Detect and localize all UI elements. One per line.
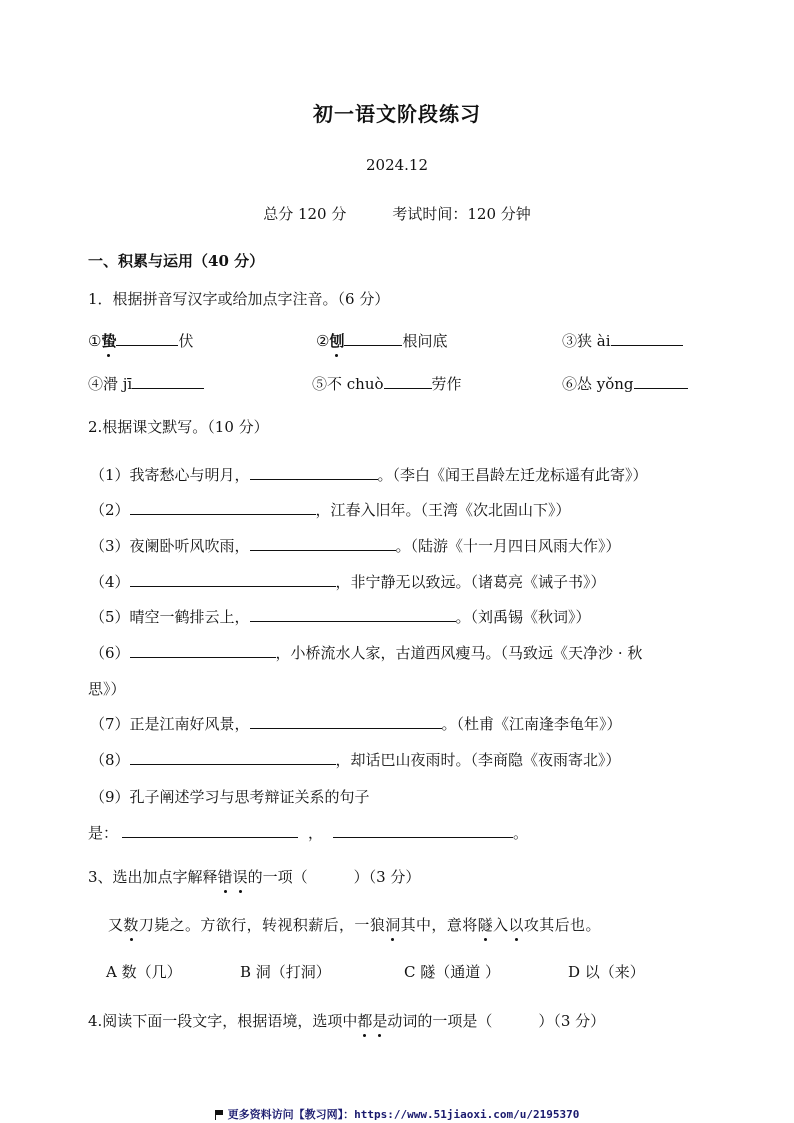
answer-blank[interactable] xyxy=(250,620,456,622)
q1-item-2: ②刨 根问底 xyxy=(316,332,448,350)
q1-item-1: ①蛰 伏 xyxy=(88,332,194,350)
q2-line-7: （7）正是江南好风景， 。（杜甫《江南逢李龟年》） xyxy=(90,715,622,733)
q1-item-4: ④滑 jī xyxy=(88,373,204,394)
answer-blank[interactable] xyxy=(250,478,378,480)
answer-blank[interactable] xyxy=(122,836,298,838)
exam-date: 2024.12 xyxy=(365,156,429,174)
footer-link[interactable]: 更多资料访问【教习网】：https://www.51jiaoxi.com/u/2195370 xyxy=(0,1106,794,1122)
q3-option-a[interactable]: A 数（几） xyxy=(106,963,182,981)
q3-option-b[interactable]: B 洞（打洞） xyxy=(240,963,331,981)
q4-prompt: 4.阅读下面一段文字，根据语境，选项中都是动词的一项是（ ）（3 分） xyxy=(88,1012,606,1030)
q2-line-6: （6） ，小桥流水人家，古道西风瘦马。（马致远《天净沙 · 秋 xyxy=(90,644,643,662)
q2-line-4: （4） ，非宁静无以致远。（诸葛亮《诫子书》） xyxy=(90,573,606,591)
q3-passage: 又数刀毙之。方欲行，转视积薪后，一狼洞其中，意将隧入以攻其后也。 xyxy=(108,916,601,934)
answer-blank[interactable] xyxy=(130,656,276,658)
answer-blank[interactable] xyxy=(116,344,178,346)
page-title: 初一语文阶段练习 xyxy=(313,102,481,126)
answer-blank[interactable] xyxy=(634,387,688,389)
answer-blank[interactable] xyxy=(132,387,204,389)
q1-item-5: ⑤不 chuò 劳作 xyxy=(312,375,462,393)
q1-item-3: ③狭 ài xyxy=(562,330,683,351)
section-heading: 一、积累与运用（40 分） xyxy=(88,252,265,270)
flag-icon xyxy=(215,1110,224,1119)
q2-line-1: （1）我寄愁心与明月， 。（李白《闻王昌龄左迁龙标遥有此寄》） xyxy=(90,466,648,484)
exam-time: 考试时间：120 分钟 xyxy=(392,205,531,223)
q1-prompt: 1．根据拼音写汉字或给加点字注音。（6 分） xyxy=(88,290,390,308)
answer-blank[interactable] xyxy=(250,727,442,729)
q1-item-6: ⑥怂 yǒng xyxy=(562,373,688,394)
q2-line-2: （2） ，江春入旧年。（王湾《次北固山下》） xyxy=(90,501,571,519)
answer-blank[interactable] xyxy=(250,549,396,551)
q2-line-5: （5）晴空一鹤排云上， 。（刘禹锡《秋词》） xyxy=(90,608,591,626)
answer-blank[interactable] xyxy=(344,344,402,346)
q3-option-c[interactable]: C 隧（通道 ） xyxy=(404,963,501,981)
q2-line-3: （3）夜阑卧听风吹雨， 。（陆游《十一月四日风雨大作》） xyxy=(90,537,621,555)
answer-blank[interactable] xyxy=(384,387,432,389)
q2-prompt: 2.根据课文默写。（10 分） xyxy=(88,418,269,436)
answer-blank[interactable] xyxy=(333,836,513,838)
exam-meta xyxy=(0,203,794,224)
dotted-char: 蛰 xyxy=(101,332,117,350)
q3-prompt: 3、选出加点字解释错误的一项（ ）（3 分） xyxy=(88,868,421,886)
q2-line-8: （8） ，却话巴山夜雨时。（李商隐《夜雨寄北》） xyxy=(90,751,621,769)
answer-blank[interactable] xyxy=(130,585,336,587)
answer-blank[interactable] xyxy=(611,344,683,346)
q2-line-9: （9）孔子阐述学习与思考辩证关系的句子 xyxy=(90,788,370,806)
q3-option-d[interactable]: D 以（来） xyxy=(568,963,645,981)
q2-line-9-cont: 是： ， 。 xyxy=(88,824,529,842)
answer-blank[interactable] xyxy=(130,763,336,765)
total-score: 总分 120 分 xyxy=(263,205,347,223)
answer-blank[interactable] xyxy=(130,513,316,515)
dotted-char: 刨 xyxy=(329,332,345,350)
q2-line-6-cont: 思》） xyxy=(88,680,126,698)
